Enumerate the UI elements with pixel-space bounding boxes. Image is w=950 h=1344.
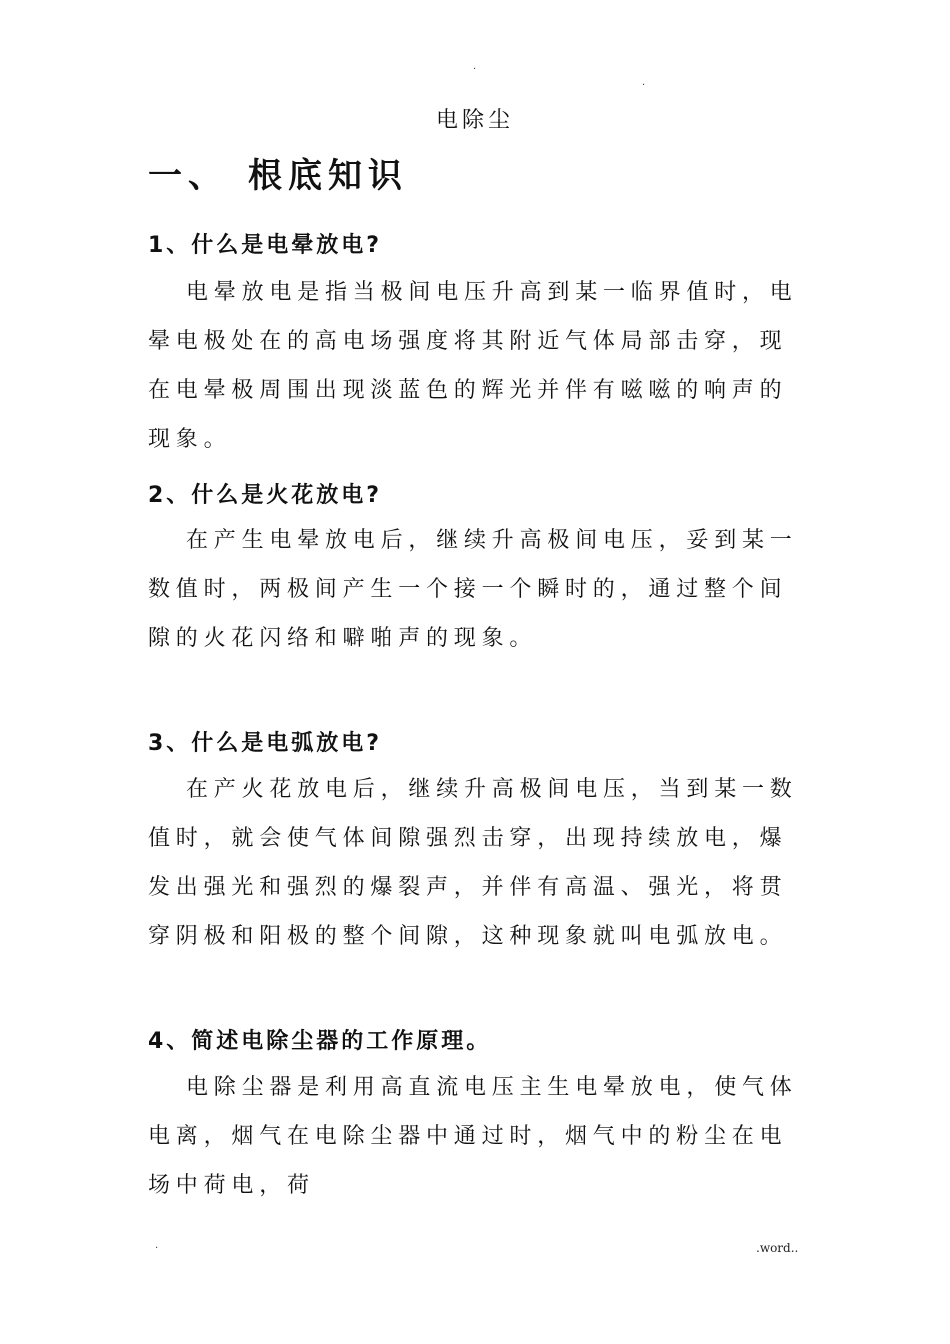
question-heading: 1、什么是电晕放电? xyxy=(148,233,383,258)
question-heading: 3、什么是电弧放电? xyxy=(148,731,383,756)
header-dot: . xyxy=(473,61,477,72)
footer-label: .word.. xyxy=(756,1241,799,1255)
section-heading xyxy=(148,148,408,197)
footer-dot: . xyxy=(155,1240,159,1251)
header-dot: . xyxy=(642,77,646,88)
section-title: 根底知识 xyxy=(248,156,408,196)
answer-paragraph: 在产火花放电后，继续升高极间电压，当到某一数值时，就会使气体间隙强烈击穿，出现持续放电，爆发出强光和强烈的爆裂声，并伴有高温、强光，将贯穿阴极和阳极的整个间隙，这种现象就叫电弧放电。 xyxy=(148,777,798,949)
question-heading: 4、简述电除尘器的工作原理。 xyxy=(148,1029,492,1054)
document-title: 电除尘 xyxy=(435,108,514,133)
answer-paragraph: 在产生电晕放电后，继续升高极间电压，妥到某一数值时，两极间产生一个接一个瞬时的，通过整个间隙的火花闪络和噼啪声的现象。 xyxy=(148,528,798,651)
section-number: 一、 xyxy=(148,156,228,196)
question-heading: 2、什么是火花放电? xyxy=(148,483,383,508)
answer-paragraph: 电除尘器是利用高直流电压主生电晕放电，使气体电离，烟气在电除尘器中通过时，烟气中的粉尘在电场中荷电，荷 xyxy=(148,1075,798,1198)
answer-paragraph: 电晕放电是指当极间电压升高到某一临界值时，电晕电极处在的高电场强度将其附近气体局部击穿，现在电晕极周围出现淡蓝色的辉光并伴有嗞嗞的响声的现象。 xyxy=(148,280,798,452)
